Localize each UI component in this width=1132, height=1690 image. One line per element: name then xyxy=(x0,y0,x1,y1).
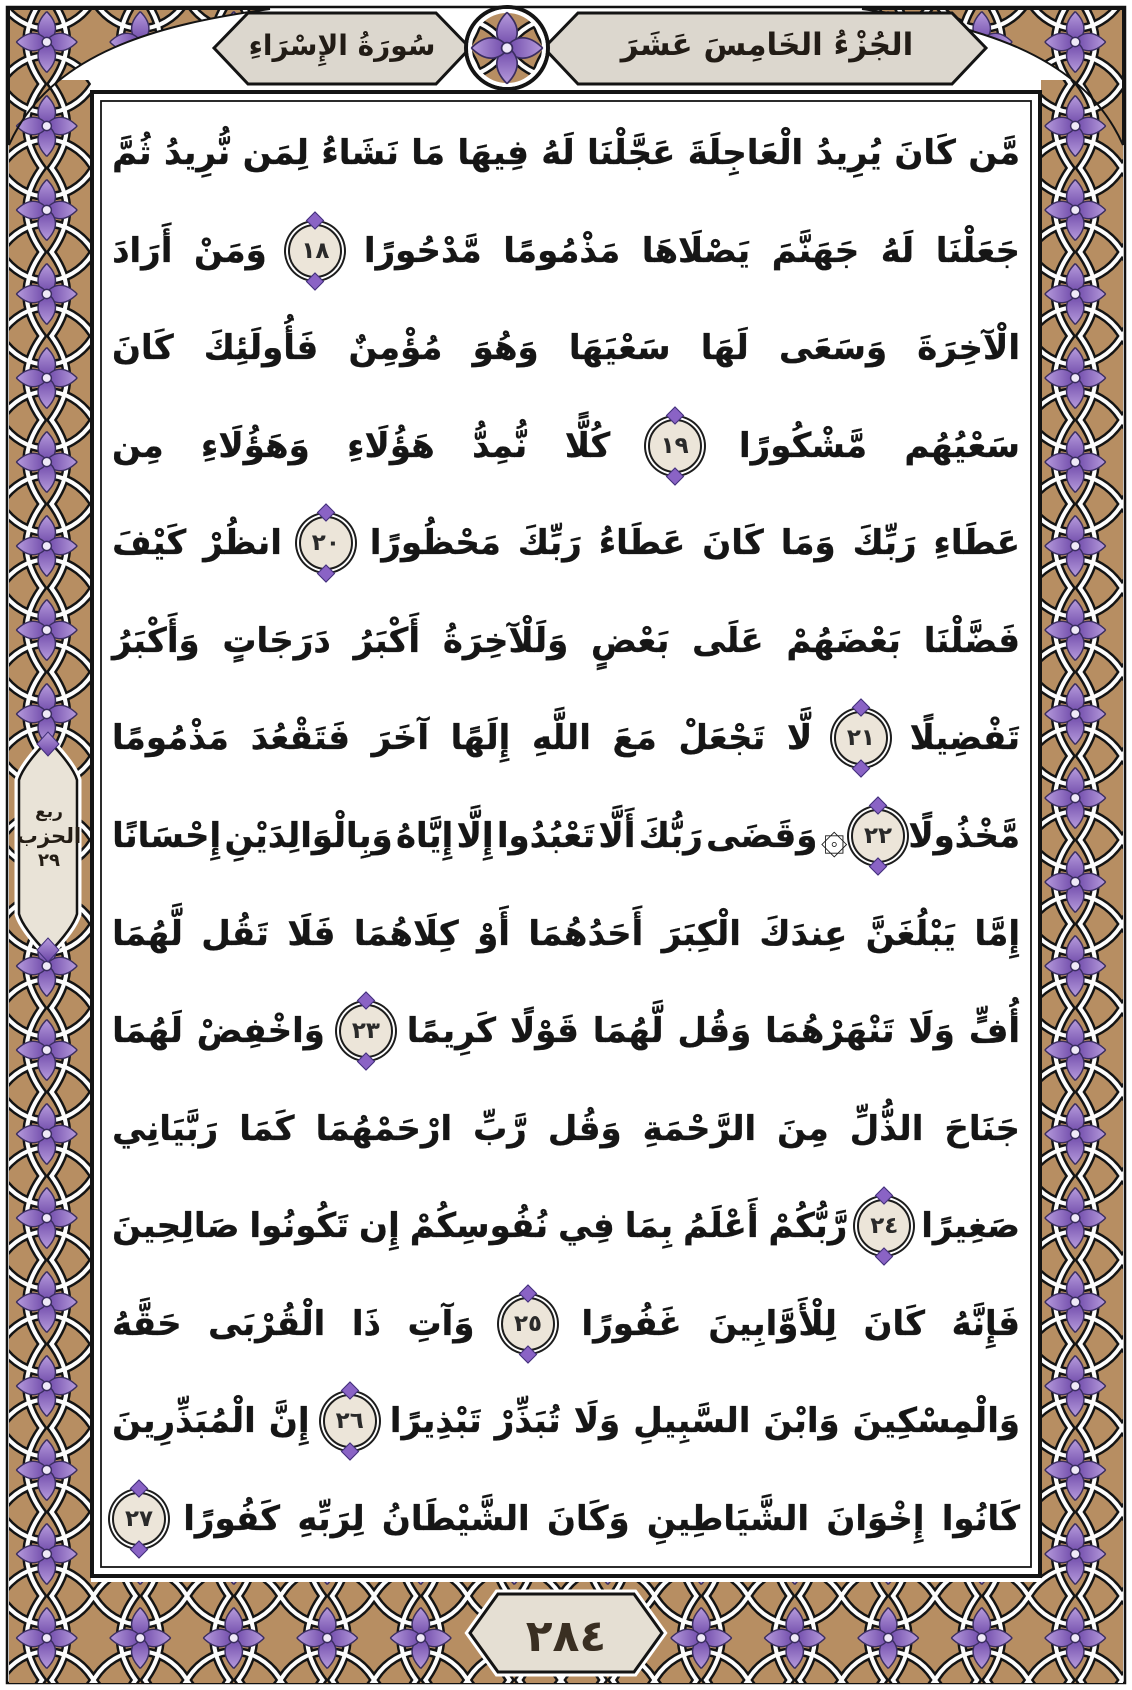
quran-word: الشَّيَاطِينِ xyxy=(646,1498,810,1539)
quran-word: كَانَ xyxy=(894,133,956,173)
quran-word: أَرَادَ xyxy=(112,230,173,271)
quran-line xyxy=(110,594,1022,688)
quran-word: فَلَا xyxy=(287,913,336,954)
quran-word: عَجَّلْنَا xyxy=(587,133,676,173)
ayah-marker: ١٩ xyxy=(648,419,702,473)
quran-word: رَبُّكَ xyxy=(638,815,703,856)
quran-word: مِنَ xyxy=(777,1108,829,1149)
quran-word: وَابْنَ xyxy=(763,1401,840,1442)
quran-word: قَوْلًا xyxy=(509,1011,579,1052)
quran-word: تَعْبُدُوا xyxy=(496,815,596,856)
quran-word: كَانُوا xyxy=(941,1498,1020,1539)
quran-word: أَكْبَرُ xyxy=(353,620,421,661)
quran-line xyxy=(110,1472,1022,1566)
ayah-marker: ٢٥ xyxy=(501,1297,555,1351)
quran-word: سَعْيُهُم xyxy=(904,425,1020,466)
quran-word: ثُمَّ xyxy=(112,133,152,173)
quran-word: بَعْضَهُمْ xyxy=(786,620,901,661)
quran-word: مَّن xyxy=(968,133,1020,173)
ayah-marker: ٢٠ xyxy=(299,516,353,570)
quran-line xyxy=(110,1082,1022,1176)
quran-word: مَذْمُومًا xyxy=(503,230,621,271)
quran-word: كَانَ xyxy=(112,328,174,369)
quran-word: الذُّلِّ xyxy=(849,1108,924,1149)
quran-word: حَقَّهُ xyxy=(112,1303,182,1344)
quran-word: الرَّحْمَةِ xyxy=(642,1108,757,1149)
quran-word: أُفٍّ xyxy=(968,1011,1020,1052)
quran-word: انظُرْ xyxy=(203,523,282,564)
quran-text-area xyxy=(110,106,1022,1566)
quran-word: تَكُونُوا xyxy=(249,1206,350,1247)
quran-word: أَلَّا xyxy=(598,815,636,856)
quran-word: مَحْظُورًا xyxy=(369,523,501,564)
quran-word: وَمَنْ xyxy=(193,230,267,271)
quran-word: وَمَا xyxy=(780,523,836,564)
quran-word: فِي xyxy=(558,1206,615,1247)
quran-line xyxy=(110,496,1022,590)
quran-word: كَرِيمًا xyxy=(406,1011,497,1052)
quran-word: تَجْعَلْ xyxy=(678,718,766,759)
quran-line xyxy=(110,399,1022,493)
quran-word: تَقُل xyxy=(201,913,269,954)
quran-line xyxy=(110,1374,1022,1468)
quran-word: سَعْيَهَا xyxy=(568,328,671,369)
quran-word: إِخْوَانَ xyxy=(826,1498,925,1539)
quran-word: تَنْهَرْهُمَا xyxy=(765,1011,895,1052)
quran-word: صَالِحِينَ xyxy=(112,1206,240,1247)
quran-word: وَلَا xyxy=(573,1401,621,1442)
quran-line xyxy=(110,106,1022,200)
quran-word: مَّدْحُورًا xyxy=(363,230,482,271)
quran-word: لَهُمَا xyxy=(112,1011,183,1052)
page-number: ٢٨٤ xyxy=(525,1611,607,1662)
quran-word: الْكِبَرَ xyxy=(661,913,741,954)
quran-word: نَشَاءُ xyxy=(321,133,399,173)
quran-word: غَفُورًا xyxy=(581,1303,682,1344)
quran-word: وَاخْفِضْ xyxy=(196,1011,325,1052)
quran-word: لَّهُمَا xyxy=(112,913,183,954)
quran-word: أَعْلَمُ xyxy=(683,1206,759,1247)
quran-word: لِمَن xyxy=(242,133,309,173)
quran-word: بِمَا xyxy=(624,1206,674,1247)
quran-word: رَبِّكَ xyxy=(517,523,582,564)
quran-word: لِرَبِّهِ xyxy=(297,1498,365,1539)
quran-line xyxy=(110,887,1022,981)
quran-word: عِندَكَ xyxy=(759,913,848,954)
quran-word: وَقُل xyxy=(547,1108,622,1149)
quran-word: تَبْذِيرًا xyxy=(389,1401,482,1442)
quran-word: تَفْضِيلًا xyxy=(909,718,1020,759)
quran-word: مَّشْكُورًا xyxy=(739,425,867,466)
quran-word: رَّبِّ xyxy=(473,1108,527,1149)
quran-word: مِن xyxy=(112,425,164,466)
quran-line xyxy=(110,301,1022,395)
quran-word: نُفُوسِكُمْ xyxy=(409,1206,549,1247)
quran-word: رَبِّكَ xyxy=(852,523,917,564)
quran-word: ارْحَمْهُمَا xyxy=(315,1108,453,1149)
quran-word: نُّرِيدُ xyxy=(163,133,231,173)
quran-word: الْقُرْبَى xyxy=(208,1303,326,1344)
quran-word: وَسَعَى xyxy=(778,328,888,369)
quran-word: وَالْمِسْكِينَ xyxy=(852,1401,1020,1442)
quran-word: آخَرَ xyxy=(371,718,429,759)
quran-line xyxy=(110,1179,1022,1273)
ayah-marker: ٢٤ xyxy=(857,1199,911,1253)
hizb-quarter-marker xyxy=(15,802,83,872)
quran-word: أَوْ xyxy=(477,913,510,954)
ayah-marker: ٢٢ xyxy=(851,809,905,863)
hizb-word-rub: ربع xyxy=(35,802,63,822)
quran-word: فَضَّلْنَا xyxy=(923,620,1020,661)
quran-word: اللَّهِ xyxy=(531,718,591,759)
quran-word: مَذْمُومًا xyxy=(112,718,229,759)
quran-word: جَهَنَّمَ xyxy=(771,230,860,271)
quran-word: جَنَاحَ xyxy=(944,1108,1020,1149)
ayah-marker: ٢٧ xyxy=(112,1492,166,1546)
quran-word: وَهُوَ xyxy=(472,328,539,369)
ayah-marker: ٢٦ xyxy=(323,1394,377,1448)
quran-line xyxy=(110,204,1022,298)
quran-word: هَؤُلَاءِ xyxy=(347,425,435,466)
quran-word: فَأُولَئِكَ xyxy=(203,328,319,369)
quran-word: تُبَذِّرْ xyxy=(494,1401,561,1442)
rub-el-hizb-symbol: ۞ xyxy=(820,808,848,863)
quran-word: لَهُ xyxy=(541,133,575,173)
juz-title: الجُزْءُ الخَامِسَ عَشَرَ xyxy=(620,27,914,63)
quran-word: كَفُورًا xyxy=(183,1498,281,1539)
quran-word: وَقَضَى xyxy=(706,815,818,856)
quran-word: يُرِيدُ xyxy=(815,133,882,173)
quran-word: عَطَاءُ xyxy=(598,523,686,564)
quran-word: الْآخِرَةَ xyxy=(917,328,1020,369)
ayah-marker: ٢٣ xyxy=(339,1004,393,1058)
quran-word: الْمُبَذِّرِينَ xyxy=(112,1401,256,1442)
hizb-number: ٢٩ xyxy=(38,849,60,871)
quran-word: وَآتِ xyxy=(407,1303,475,1344)
surah-title: سُورَةُ الإِسْرَاءِ xyxy=(248,29,436,62)
hizb-word-hizb: الحزب xyxy=(16,824,82,849)
quran-line xyxy=(110,789,1022,883)
quran-word: يَبْلُغَنَّ xyxy=(865,913,957,954)
quran-word: كَمَا xyxy=(239,1108,295,1149)
quran-word: الْعَاجِلَةَ xyxy=(687,133,804,173)
quran-line xyxy=(110,691,1022,785)
quran-word: ذَا xyxy=(351,1303,381,1344)
quran-word: بَعْضٍ xyxy=(591,620,670,661)
quran-word: إِنَّ xyxy=(268,1401,310,1442)
quran-word: وَهَؤُلَاءِ xyxy=(201,425,310,466)
quran-word: يَصْلَاهَا xyxy=(641,230,751,271)
quran-word: مَعَ xyxy=(612,718,657,759)
ayah-marker: ٢١ xyxy=(834,711,888,765)
quran-word: كُلًّا xyxy=(564,425,611,466)
quran-word: لَهَا xyxy=(700,328,749,369)
quran-word: السَّبِيلِ xyxy=(633,1401,751,1442)
quran-word: وَأَكْبَرُ xyxy=(112,620,200,661)
quran-word: لِلْأَوَّابِينَ xyxy=(708,1303,837,1344)
quran-word: وَقُل xyxy=(677,1011,752,1052)
quran-word: إِيَّاهُ xyxy=(395,815,454,856)
quran-word: دَرَجَاتٍ xyxy=(222,620,331,661)
quran-word: إِمَّا xyxy=(974,913,1020,954)
quran-word: فِيهَا xyxy=(457,133,529,173)
quran-word: كَانَ xyxy=(702,523,764,564)
quran-word: الشَّيْطَانُ xyxy=(381,1498,530,1539)
quran-word: كَيْفَ xyxy=(112,523,187,564)
quran-word: وَلَا xyxy=(908,1011,955,1052)
quran-word: مَا xyxy=(411,133,446,173)
quran-word: رَّبُّكُمْ xyxy=(768,1206,848,1247)
quran-word: نُّمِدُّ xyxy=(472,425,528,466)
quran-word: إِن xyxy=(359,1206,400,1247)
quran-word: جَعَلْنَا xyxy=(935,230,1020,271)
quran-line xyxy=(110,984,1022,1078)
quran-word: إِلَّا xyxy=(456,815,494,856)
quran-word: مَّخْذُولًا xyxy=(908,815,1020,856)
quran-word: فَإِنَّهُ xyxy=(951,1303,1020,1344)
quran-word: لَهُ xyxy=(880,230,915,271)
quran-word: فَتَقْعُدَ xyxy=(250,718,351,759)
quran-word: رَبَّيَانِي xyxy=(112,1108,219,1149)
quran-word: صَغِيرًا xyxy=(921,1206,1020,1247)
quran-word: كَانَ xyxy=(863,1303,926,1344)
quran-word: لَّهُمَا xyxy=(592,1011,664,1052)
quran-word: أَحَدُهُمَا xyxy=(528,913,644,954)
quran-word: إِلَهًا xyxy=(450,718,511,759)
quran-word: مُؤْمِنٌ xyxy=(348,328,443,369)
quran-word: إِحْسَانًا xyxy=(112,815,222,856)
quran-word: وَكَانَ xyxy=(546,1498,630,1539)
ayah-marker: ١٨ xyxy=(288,224,342,278)
quran-word: وَلَلْآخِرَةُ xyxy=(442,620,569,661)
quran-word: عَطَاءِ xyxy=(933,523,1020,564)
quran-word: وَبِالْوَالِدَيْنِ xyxy=(224,815,393,856)
quran-word: كِلَاهُمَا xyxy=(353,913,459,954)
quran-line xyxy=(110,1277,1022,1371)
quran-word: عَلَى xyxy=(692,620,764,661)
quran-word: لَّا xyxy=(786,718,813,759)
